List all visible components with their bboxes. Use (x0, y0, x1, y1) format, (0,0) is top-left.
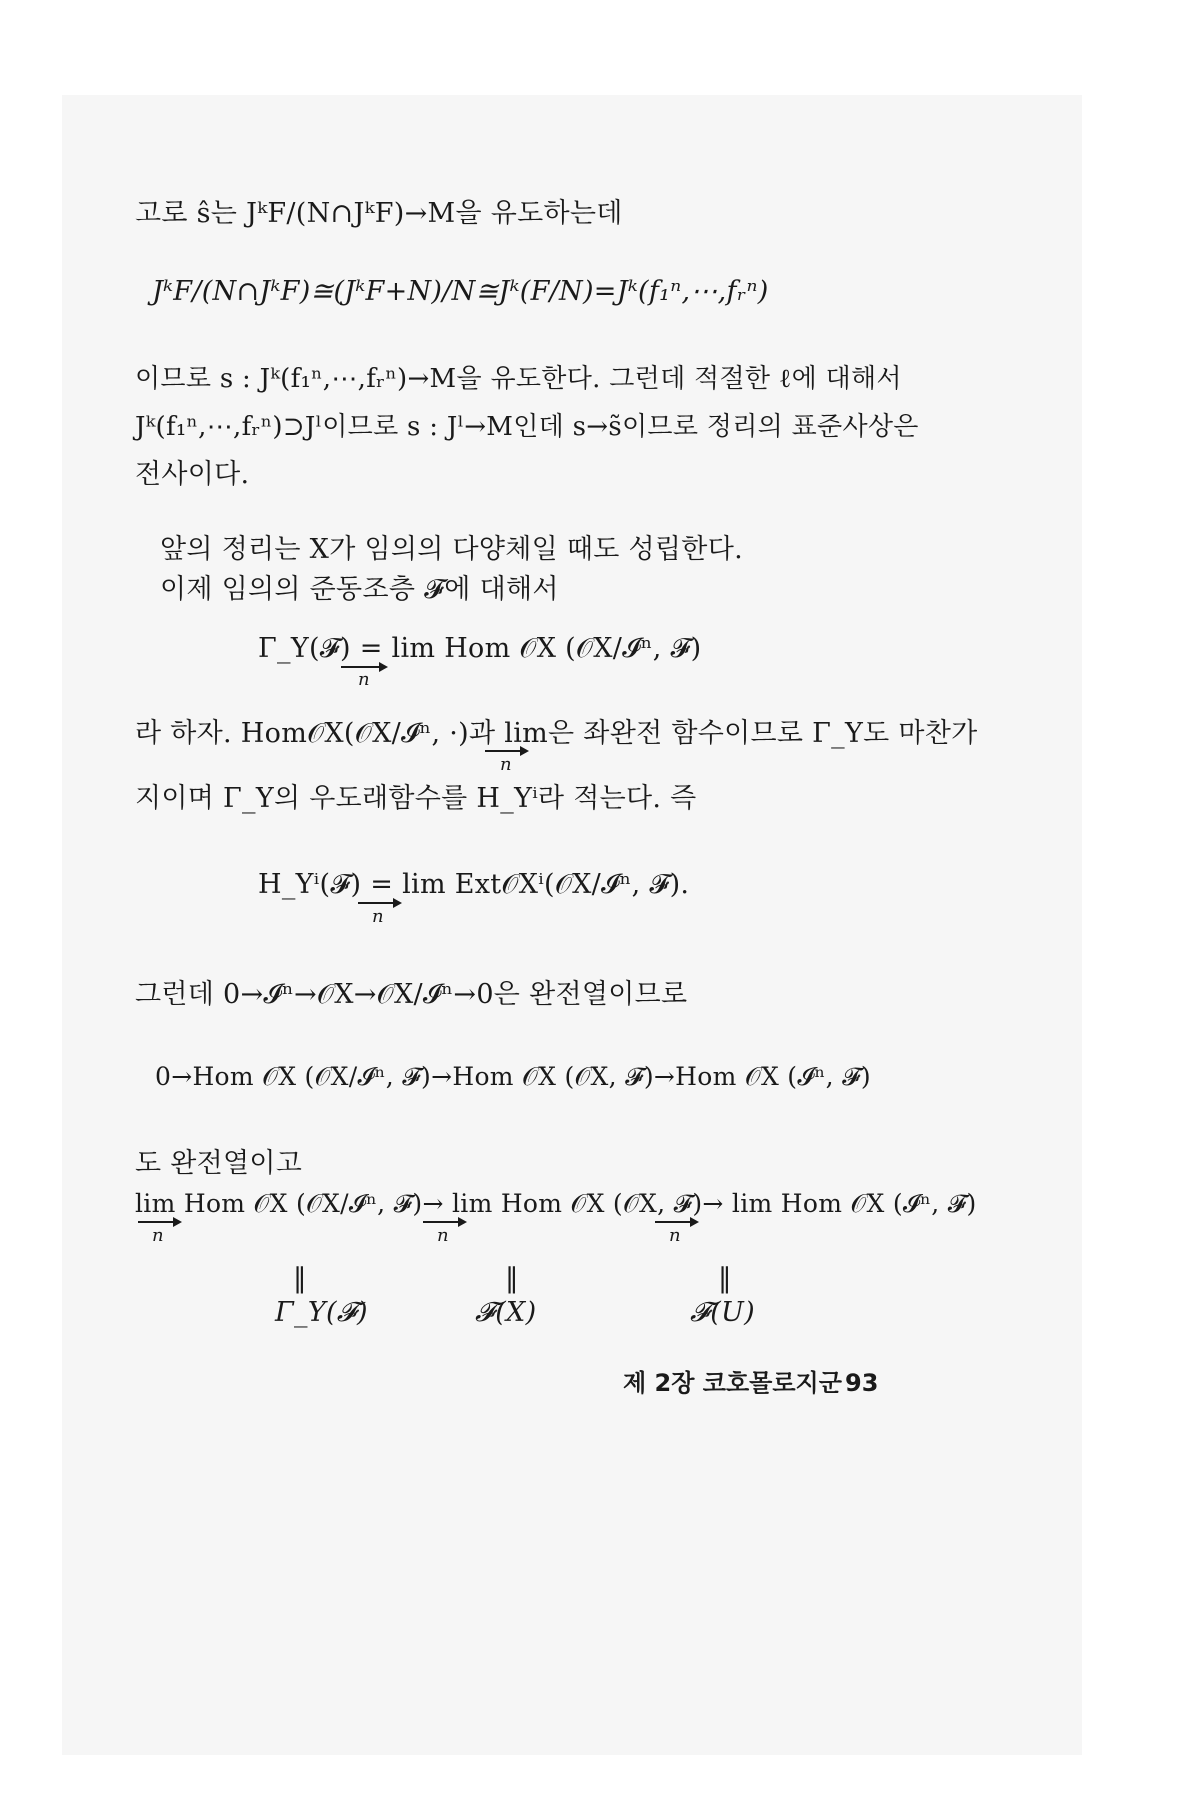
page-number: 93 (845, 1369, 879, 1397)
text-line-4: 전사이다. (135, 459, 250, 490)
direct-limit-arrow (485, 750, 527, 752)
text-line-10: 도 완전열이고 (135, 1148, 303, 1179)
direct-limit-arrow (358, 902, 400, 904)
sheaf-on-x-label: 𝓕(X) (475, 1297, 537, 1328)
limit-index: n (669, 1225, 681, 1246)
equality-bars: ‖ (293, 1263, 307, 1294)
equation-exact-hom: 0→Hom 𝒪X (𝒪X/𝓘ⁿ, 𝓕)→Hom 𝒪X (𝒪X, 𝓕)→Hom 𝒪X (𝓘ⁿ, 𝓕) (155, 1062, 871, 1091)
direct-limit-arrow (655, 1221, 697, 1223)
text-line-3: Jᵏ(f₁ⁿ,⋯,fᵣⁿ)⊃Jˡ이므로 s : Jˡ→M인데 s→s̃이므로 정리의 표준사상은 (135, 412, 919, 442)
text-line-5: 앞의 정리는 X가 임의의 다양체일 때도 성립한다. (160, 534, 743, 565)
direct-limit-arrow (423, 1221, 465, 1223)
text-line-2: 이므로 s : Jᵏ(f₁ⁿ,⋯,fᵣⁿ)→M을 유도한다. 그런데 적절한 ℓ에 대해서 (135, 364, 902, 394)
equation-limit-sequence: lim Hom 𝒪X (𝒪X/𝓘ⁿ, 𝓕)→ lim Hom 𝒪X (𝒪X, 𝓕)→ lim Hom 𝒪X (𝓘ⁿ, 𝓕) (135, 1189, 977, 1218)
equation-quotient-iso: JᵏF/(N∩JᵏF)≅(JᵏF+N)/N≅Jᵏ(F/N)=Jᵏ(f₁ⁿ,⋯,fᵣⁿ) (152, 276, 769, 307)
limit-index: n (372, 906, 384, 927)
text-line-8: 지이며 Γ_Y의 우도래함수를 H_Yⁱ라 적는다. 즉 (135, 783, 697, 814)
equality-bars: ‖ (718, 1263, 732, 1294)
chapter-title: 제 2장 코호몰로지군 (623, 1369, 842, 1397)
limit-index: n (152, 1225, 164, 1246)
gamma-y-label: Γ_Y(𝓕) (275, 1297, 368, 1328)
direct-limit-arrow (341, 666, 386, 668)
limit-index: n (358, 669, 370, 690)
text-line-7: 라 하자. Hom𝒪X(𝒪X/𝓘ⁿ, ·)과 lim은 좌완전 함수이므로 Γ_Y도 마찬가 (135, 718, 978, 749)
limit-index: n (500, 754, 512, 775)
equality-bars: ‖ (505, 1263, 519, 1294)
text-line-9: 그런데 0→𝓘ⁿ→𝒪X→𝒪X/𝓘ⁿ→0은 완전열이므로 (135, 979, 688, 1010)
direct-limit-arrow (138, 1221, 180, 1223)
text-line-1: 고로 ŝ는 JᵏF/(N∩JᵏF)→M을 유도하는데 (135, 198, 623, 229)
text-line-6: 이제 임의의 준동조층 𝓕에 대해서 (160, 574, 559, 605)
page-sheet (62, 95, 1082, 1755)
limit-index: n (437, 1225, 449, 1246)
equation-gamma-def: Γ_Y(𝓕) = lim Hom 𝒪X (𝒪X/𝓘ⁿ, 𝓕) (258, 633, 702, 664)
equation-local-cohomology: H_Yⁱ(𝓕) = lim Ext𝒪Xⁱ(𝒪X/𝓘ⁿ, 𝓕). (258, 869, 690, 900)
sheaf-on-u-label: 𝓕(U) (690, 1297, 755, 1328)
